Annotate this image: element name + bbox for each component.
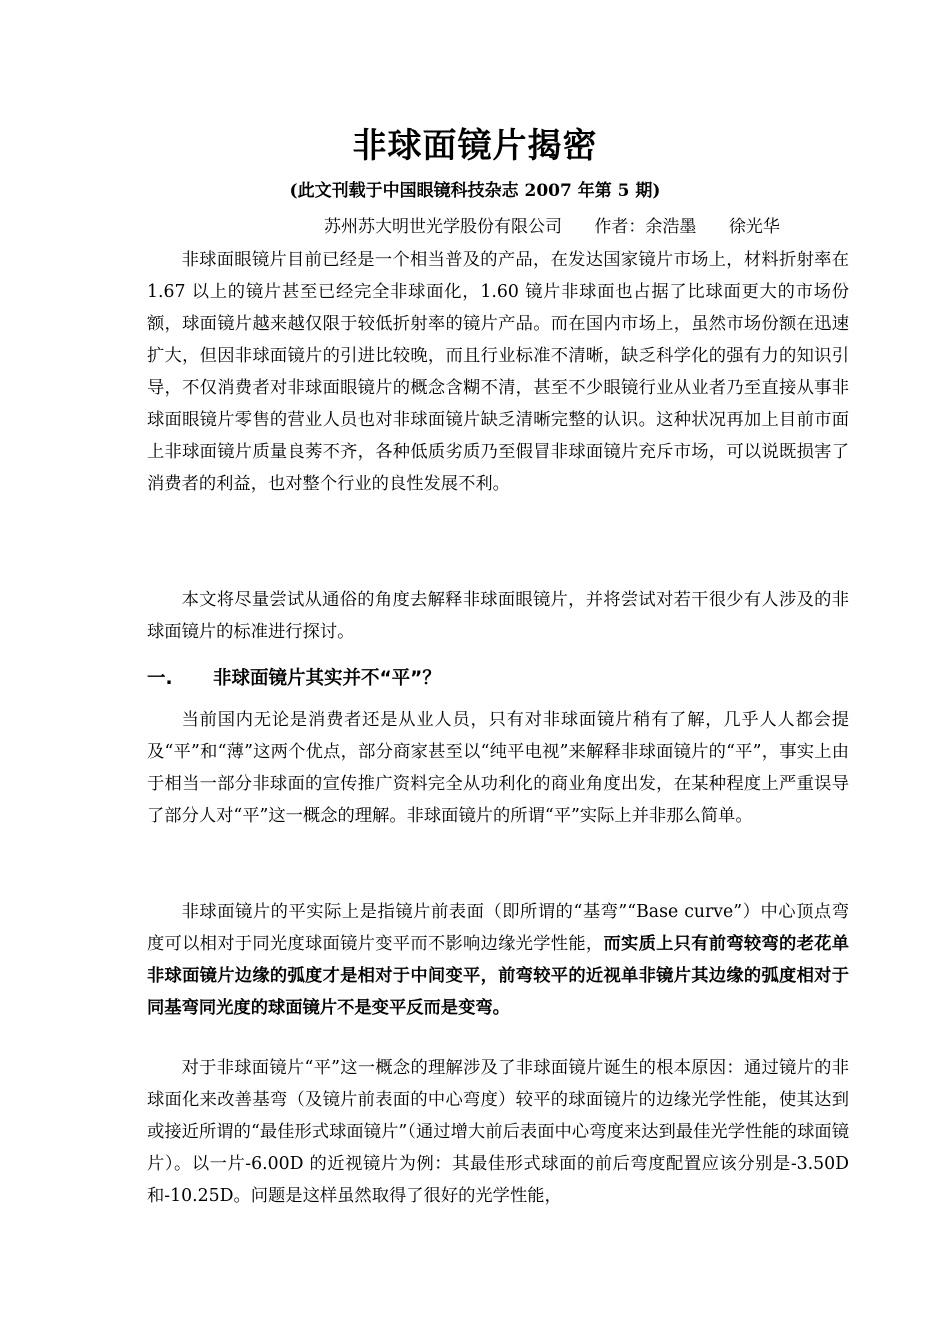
paragraph-text: 当前国内无论是消费者还是从业人员，只有对非球面镜片稍有了解，几乎人人都会提及“平”和“薄”这两个优点，部分商家甚至以“纯平电视”来解释非球面镜片的“平”，事实上由于相当一部分非球面的宣传推广资料完全从功利化的商业角度出发，在某种程度上严重误导了部分人对“平”这一概念的理解。非球面镜片的所谓“平”实际上并非那么简单。 bbox=[147, 710, 849, 826]
paragraph-intro bbox=[147, 244, 849, 500]
paragraph-text: 本文将尽量尝试从通俗的角度去解释非球面眼镜片，并将尝试对若干很少有人涉及的非球面镜片的标准进行探讨。 bbox=[147, 590, 849, 642]
publication-note: (此文刊载于中国眼镜科技杂志 2007 年第 5 期) bbox=[289, 181, 661, 201]
paragraph-scope bbox=[147, 584, 849, 648]
paragraph-text bbox=[147, 896, 849, 1024]
paragraph-bold-text: 而实质上只有前弯较弯的老花单非球面镜片边缘的弧度才是相对于中间变平，前弯较平的近视单非镜片其边缘的弧度相对于同基弯同光度的球面镜片不是变平反而是变弯。 bbox=[147, 934, 849, 1018]
section-title: 非球面镜片其实并不“平”？ bbox=[213, 668, 441, 689]
section-number: 一. bbox=[147, 668, 173, 689]
section-heading-1 bbox=[147, 664, 441, 690]
paragraph-normal-text: 非球面镜片的平实际上是指镜片前表面（即所谓的“基弯”“Base curve”）中心顶点弯度可以相对于同光度球面镜片变平而不影响边缘光学性能， bbox=[147, 902, 849, 954]
paragraph-text: 非球面眼镜片目前已经是一个相当普及的产品，在发达国家镜片市场上，材料折射率在 1.67 以上的镜片甚至已经完全非球面化，1.60 镜片非球面也占据了比球面更大的市场份额，球面镜片越来越仅限于较低折射率的镜片产品。而在国内市场上，虽然市场份额在迅速扩大，但因非球面镜片的引进比较晚，而且行业标准不清晰，缺乏科学化的强有力的知识引导，不仅消费者对非球面眼镜片的概念含糊不清，甚至不少眼镜行业从业者乃至直接从事非球面眼镜片零售的营业人员也对非球面镜片缺乏清晰完整的认识。这种状况再加上目前市面上非球面镜片质量良莠不齐，各种低质劣质乃至假冒非球面镜片充斥市场，可以说既损害了消费者的利益，也对整个行业的良性发展不利。 bbox=[147, 250, 849, 494]
paragraph-section1-c bbox=[147, 1052, 849, 1212]
author-byline: 苏州苏大明世光学股份有限公司 作者：余浩墨 徐光华 bbox=[324, 217, 780, 237]
paragraph-section1-a bbox=[147, 704, 849, 832]
paragraph-section1-b bbox=[147, 896, 849, 1024]
document-title: 非球面镜片揭密 bbox=[352, 126, 598, 166]
paragraph-text: 对于非球面镜片“平”这一概念的理解涉及了非球面镜片诞生的根本原因：通过镜片的非球面化来改善基弯（及镜片前表面的中心弯度）较平的球面镜片的边缘光学性能，使其达到或接近所谓的“最佳形式球面镜片”（通过增大前后表面中心弯度来达到最佳光学性能的球面镜片）。以一片-6.00D 的近视镜片为例：其最佳形式球面的前后弯度配置应该分别是-3.50D 和-10.25D。问题是这样虽然取得了很好的光学性能， bbox=[147, 1058, 849, 1206]
